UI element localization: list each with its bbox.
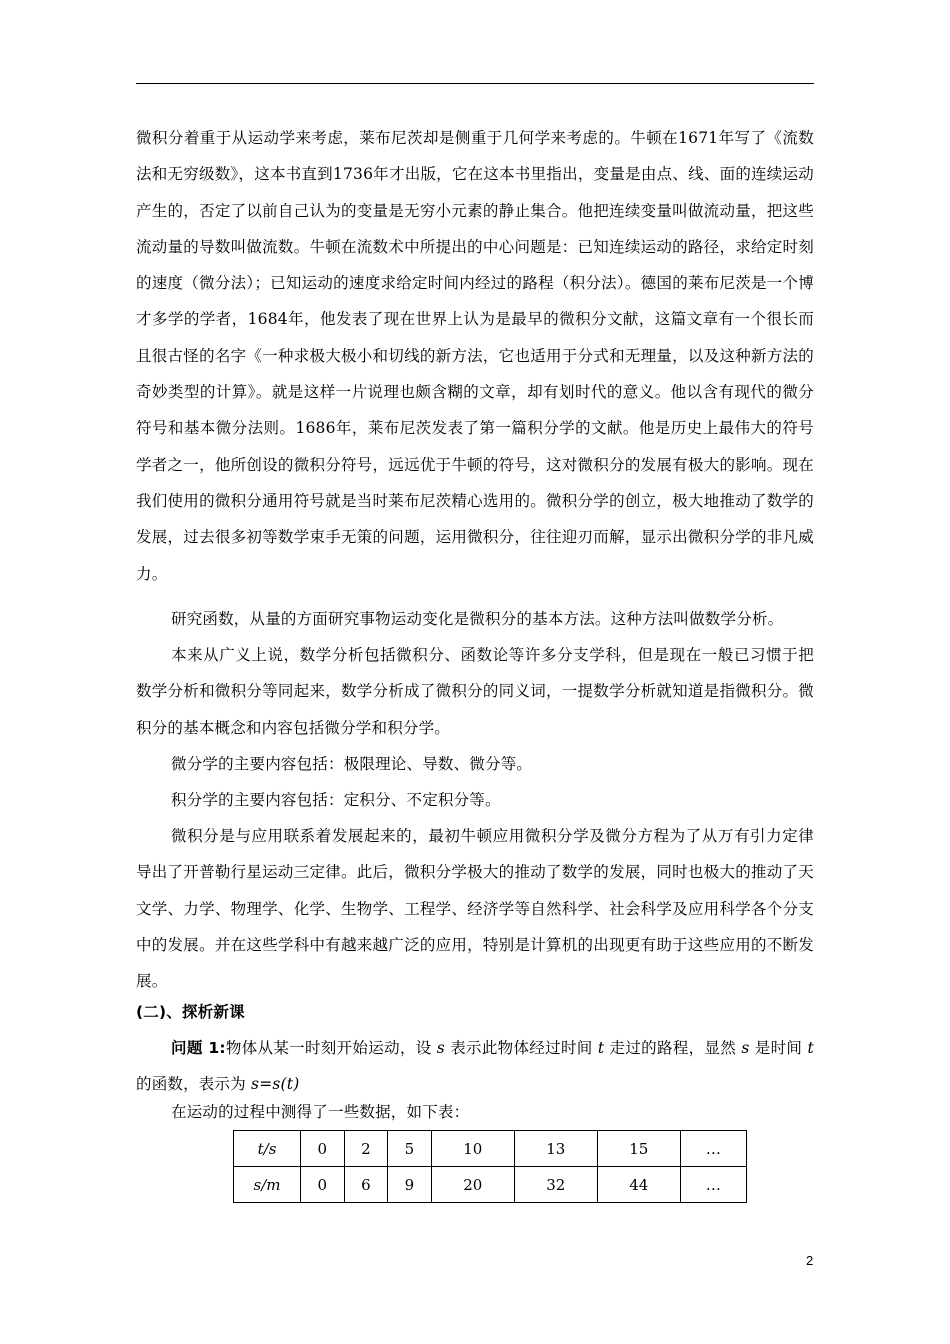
paragraph-analysis: 本来从广义上说，数学分析包括微积分、函数论等许多分支学科，但是现在一般已习惯于把数学分析和微积分等同起来，数学分析成了微积分的同义词，一提数学分析就知道是指微积分。微积分的基本概念和内容包括微分学和积分学。	[136, 646, 814, 737]
table-cell: 5	[388, 1131, 432, 1167]
table-cell: 20	[431, 1167, 514, 1203]
header-rule	[136, 83, 814, 84]
page-number: 2	[806, 1253, 814, 1268]
formula: s=s(t)	[251, 1075, 300, 1094]
paragraph-integral: 积分学的主要内容包括：定积分、不定积分等。	[171, 791, 501, 809]
row-header-distance: s/m	[234, 1167, 301, 1203]
table-cell: 32	[514, 1167, 597, 1203]
table-row	[234, 1131, 747, 1167]
table-cell: 44	[597, 1167, 680, 1203]
table-cell: 10	[431, 1131, 514, 1167]
table-cell: …	[680, 1167, 746, 1203]
section-heading: (二)、探析新课	[136, 1003, 245, 1021]
table-row	[234, 1167, 747, 1203]
table-cell: 6	[344, 1167, 388, 1203]
paragraph-differential: 微分学的主要内容包括：极限理论、导数、微分等。	[171, 755, 533, 773]
table-cell: 13	[514, 1131, 597, 1167]
table-cell: 9	[388, 1167, 432, 1203]
paragraph-history: 微积分着重于从运动学来考虑，莱布尼茨却是侧重于几何学来考虑的。牛顿在1671年写了《流数法和无穷级数》，这本书直到1736年才出版，它在这本书里指出，变量是由点、线、面的连续运动产生的，否定了以前自己认为的变量是无穷小元素的静止集合。他把连续变量叫做流动量，把这些流动量的导数叫做流数。牛顿在流数术中所提出的中心问题是：已知连续运动的路径，求给定时刻的速度（微分法）；已知运动的速度求给定时间内经过的路程（积分法）。德国的莱布尼茨是一个博才多学的学者，1684年，他发表了现在世界上认为是最早的微积分文献，这篇文章有一个很长而且很古怪的名字《一种求极大极小和切线的新方法，它也适用于分式和无理量，以及这种新方法的奇妙类型的计算》。就是这样一片说理也颇含糊的文章，却有划时代的意义。他以含有现代的微分符号和基本微分法则。1686年，莱布尼茨发表了第一篇积分学的文献。他是历史上最伟大的符号学者之一，他所创设的微积分符号，远远优于牛顿的符号，这对微积分的发展有极大的影响。现在我们使用的微积分通用符号就是当时莱布尼茨精心选用的。微积分学的创立，极大地推动了数学的发展，过去很多初等数学束手无策的问题，运用微积分，往往迎刃而解，显示出微积分学的非凡威力。	[136, 129, 814, 583]
table-cell: 0	[301, 1131, 345, 1167]
row-header-time: t/s	[234, 1131, 301, 1167]
motion-data-table	[233, 1130, 747, 1203]
paragraph-function-study: 研究函数，从量的方面研究事物运动变化是微积分的基本方法。这种方法叫做数学分析。	[171, 610, 784, 628]
table-cell: …	[680, 1131, 746, 1167]
table-cell: 15	[597, 1131, 680, 1167]
problem-label: 问题 1:	[171, 1039, 226, 1057]
table-cell: 0	[301, 1167, 345, 1203]
problem-1: 问题 1:物体从某一时刻开始运动，设 s 表示此物体经过时间 t 走过的路程，显然 s 是时间 t 的函数，表示为 s=s(t)	[136, 1039, 814, 1094]
table-cell: 2	[344, 1131, 388, 1167]
table-intro: 在运动的过程中测得了一些数据，如下表：	[171, 1103, 470, 1121]
paragraph-applications: 微积分是与应用联系着发展起来的，最初牛顿应用微积分学及微分方程为了从万有引力定律导出了开普勒行星运动三定律。此后，微积分学极大的推动了数学的发展，同时也极大的推动了天文学、力学、物理学、化学、生物学、工程学、经济学等自然科学、社会科学及应用科学各个分支中的发展。并在这些学科中有越来越广泛的应用，特别是计算机的出现更有助于这些应用的不断发展。	[136, 827, 814, 991]
